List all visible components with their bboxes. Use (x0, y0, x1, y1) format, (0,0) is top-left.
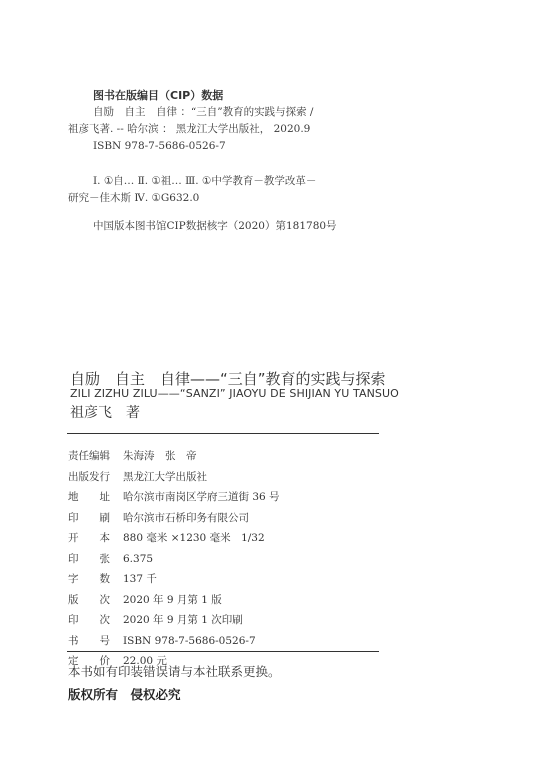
cip-line-publisher: 祖彦飞著. -- 哈尔滨 ： 黑龙江大学出版社， 2020.9 (68, 123, 311, 135)
detail-label: 印 次 (68, 614, 110, 626)
detail-row (68, 487, 280, 508)
detail-row (68, 631, 280, 652)
detail-label: 书 号 (68, 634, 110, 647)
detail-value: ISBN 978-7-5686-0526-7 (123, 634, 256, 647)
cip-heading: 图书在版编目（CIP）数据 (93, 89, 224, 102)
cip-classification (68, 173, 316, 207)
detail-value: 2020 年 9 月第 1 次印刷 (123, 614, 243, 626)
publication-details (68, 446, 280, 672)
detail-value: 黑龙江大学出版社 (123, 470, 207, 483)
detail-label: 责任编辑 (68, 450, 110, 462)
detail-value: 6.375 (123, 552, 154, 565)
book-title: 自励 自主 自律——“三自”教育的实践与探索 (70, 370, 386, 388)
detail-row (68, 446, 280, 467)
book-author: 祖彦飞 著 (70, 405, 140, 421)
detail-label: 版 次 (68, 593, 110, 606)
print-error-notice: 本书如有印装错误请与本社联系更换。 (68, 664, 281, 679)
detail-value: 朱海涛 张 帝 (123, 450, 197, 462)
detail-label: 印 刷 (68, 511, 110, 524)
detail-row (68, 549, 280, 570)
detail-value: 哈尔滨市南岗区学府三道街 36 号 (123, 491, 280, 503)
detail-label: 定 价 (68, 655, 110, 667)
detail-row (68, 528, 280, 549)
detail-value: 880 毫米 ×1230 毫米 1/32 (123, 532, 265, 544)
detail-label: 出版发行 (68, 470, 110, 483)
cip-data-number: 中国版本图书馆CIP数据核字（2020）第181780号 (93, 220, 337, 232)
detail-label: 印 张 (68, 552, 110, 565)
cip-line-isbn: ISBN 978-7-5686-0526-7 (93, 140, 226, 152)
detail-row (68, 569, 280, 590)
cip-line-classification: Ⅰ. ①自… Ⅱ. ①祖… Ⅲ. ①中学教育－教学改革－ (93, 175, 317, 187)
detail-value: 137 千 (123, 573, 157, 585)
detail-label: 地 址 (68, 491, 110, 503)
detail-value: 2020 年 9 月第 1 版 (123, 593, 222, 606)
copyright-statement: 版权所有 侵权必究 (68, 687, 181, 702)
detail-label: 开 本 (68, 532, 110, 544)
book-title-pinyin: ZILI ZIZHU ZILU——“SANZI” JIAOYU DE SHIJIAN YU TANSUO (70, 387, 399, 400)
divider-bottom (67, 651, 379, 652)
cip-record (68, 104, 313, 155)
detail-row (68, 610, 280, 631)
detail-row (68, 467, 280, 488)
divider-top (67, 433, 379, 434)
cip-line-classification-cont: 研究－佳木斯 Ⅳ. ①G632.0 (68, 192, 200, 204)
detail-value: 22.00 元 (123, 655, 167, 667)
detail-row (68, 590, 280, 611)
detail-label: 字 数 (68, 573, 110, 585)
cip-line-title: 自励 自主 自律 ：“三自”教育的实践与探索 / (93, 106, 314, 118)
detail-row (68, 508, 280, 529)
detail-value: 哈尔滨市石桥印务有限公司 (123, 511, 249, 524)
